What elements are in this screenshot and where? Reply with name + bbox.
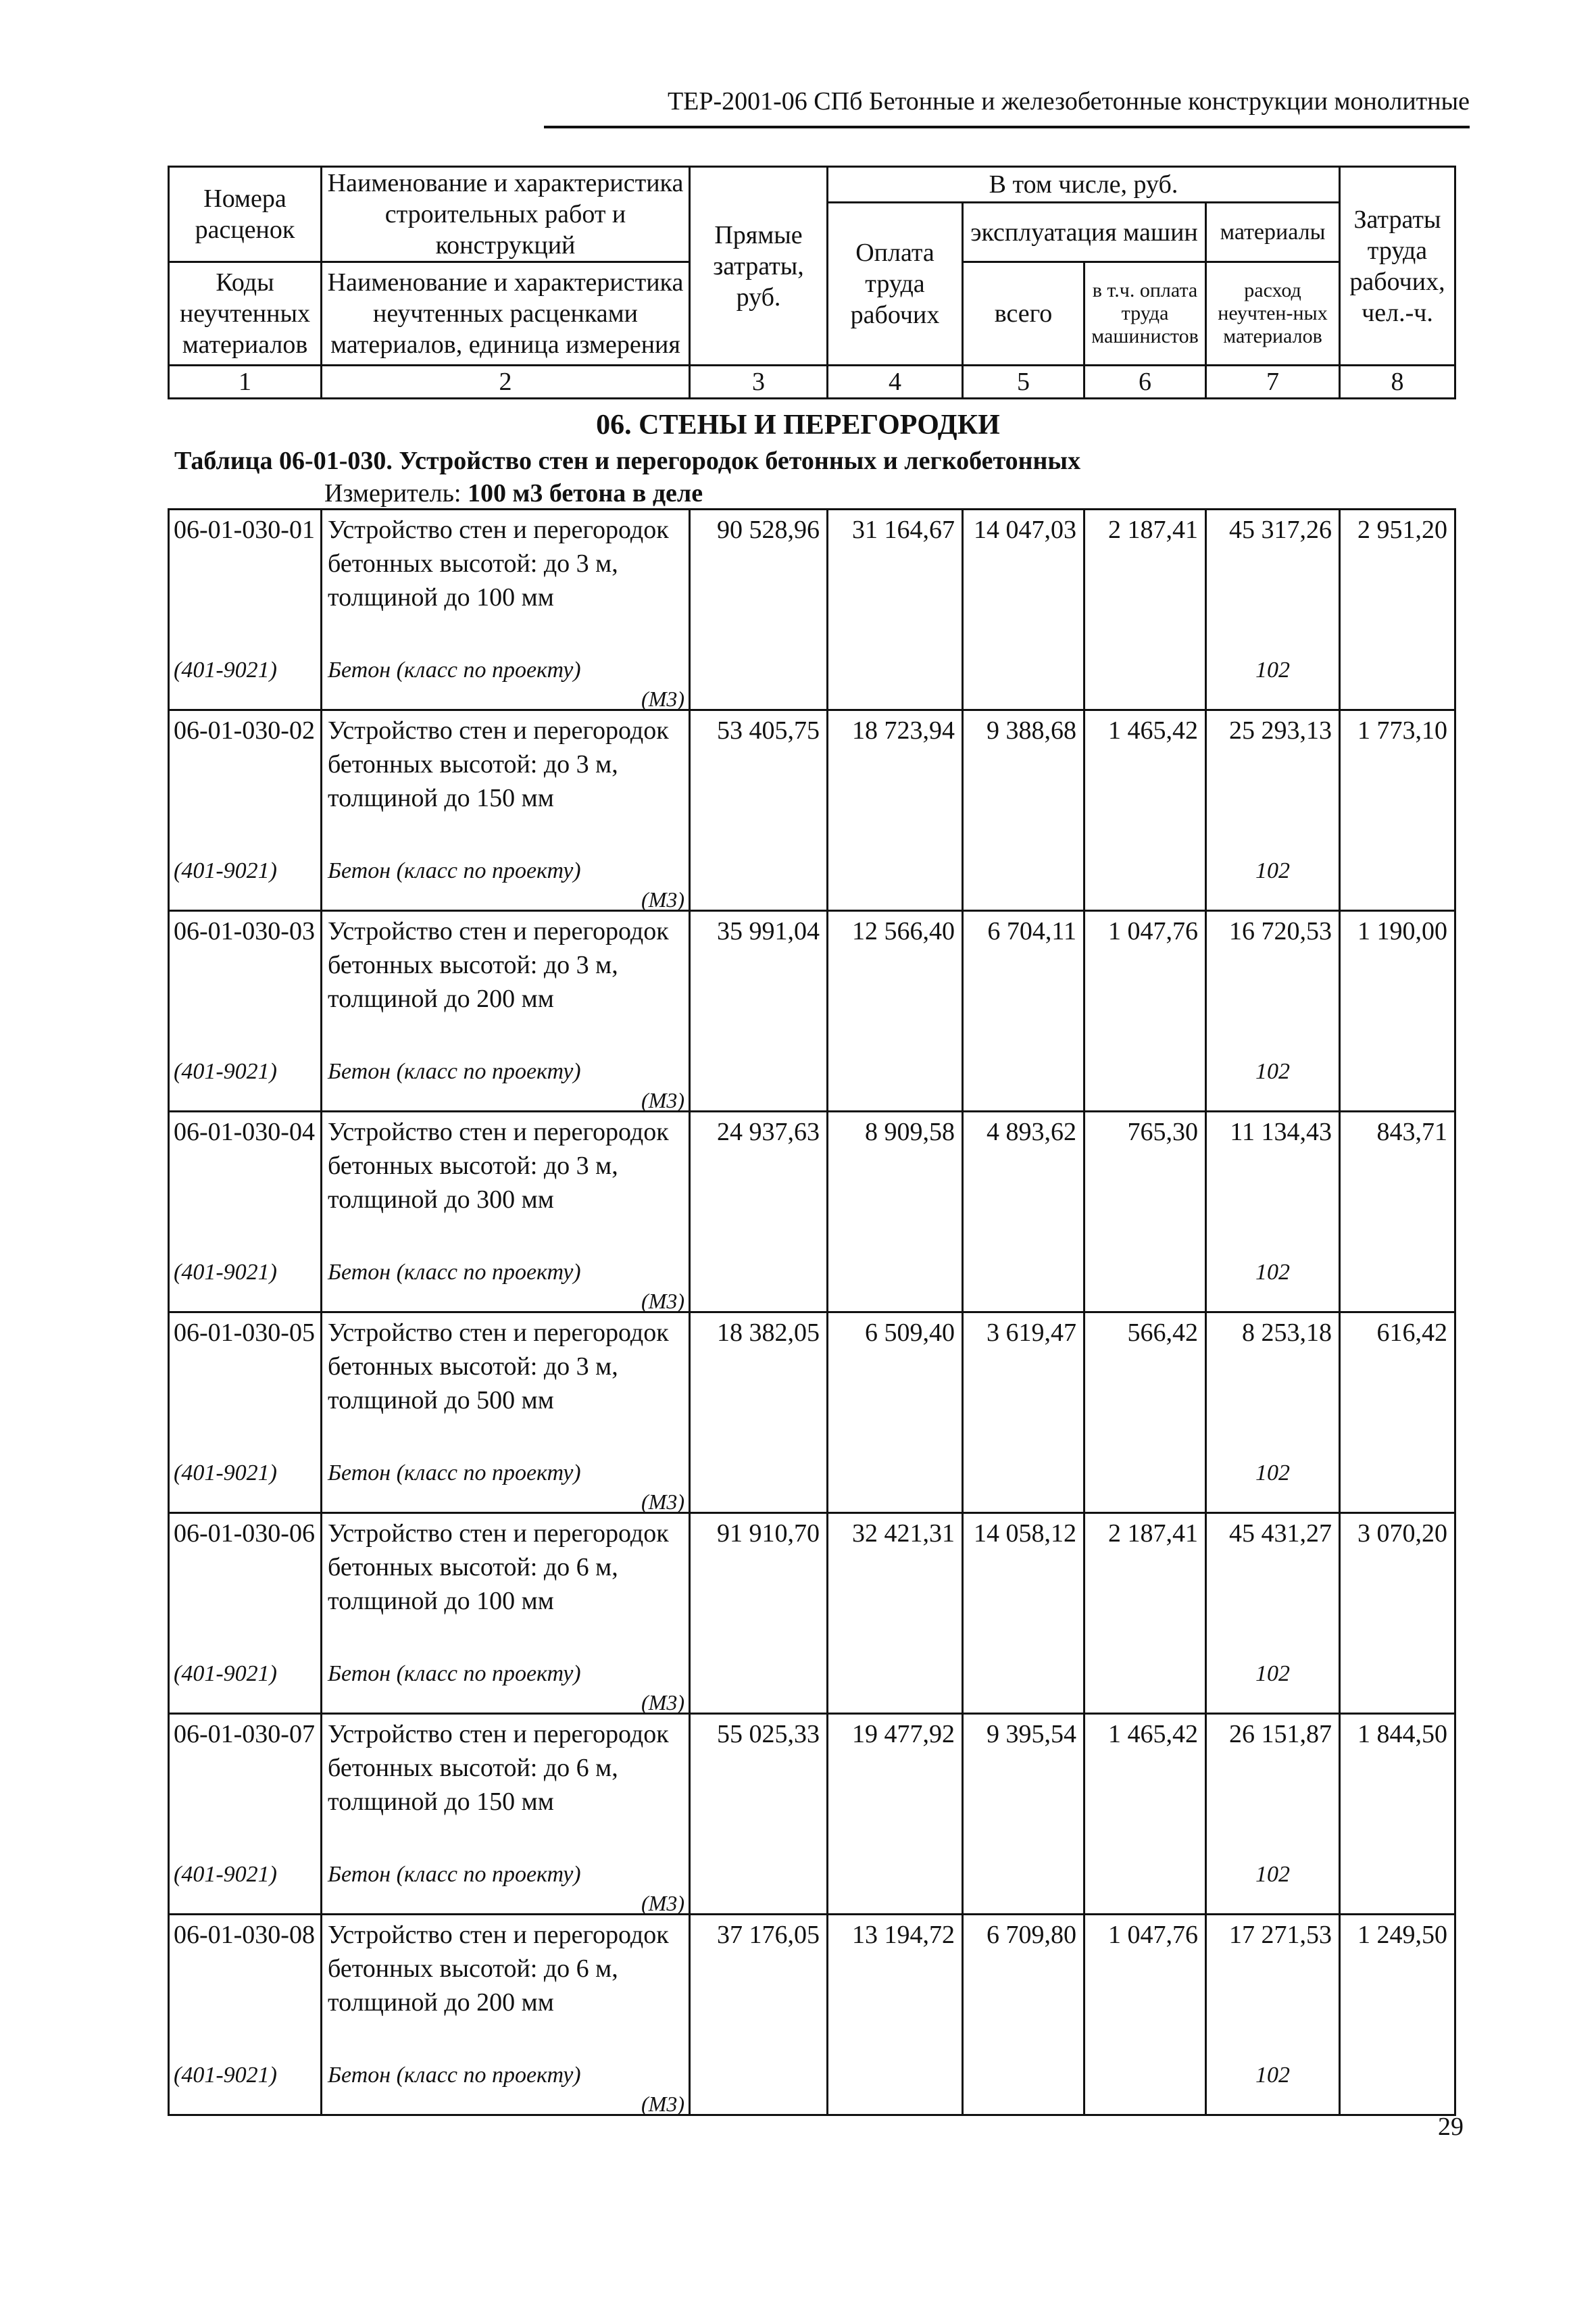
material-quantity: 102	[1255, 1460, 1290, 1485]
machine-cost-total: 6 709,80	[963, 1915, 1084, 2115]
rate-code-cell	[169, 710, 322, 911]
work-description: Устройство стен и перегородок бетонных высотой: до 3 м, толщиной до 300 мм	[328, 1118, 669, 1214]
table-row	[169, 1513, 1455, 1714]
material-quantity: 102	[1255, 1059, 1290, 1084]
col5-header: всего	[963, 262, 1084, 366]
page-number: 29	[1438, 2113, 1464, 2141]
rate-code-cell	[169, 510, 322, 710]
header-rule	[544, 126, 1470, 128]
machine-operator-cost: 2 187,41	[1084, 1513, 1206, 1714]
material-unit: (М3)	[641, 1690, 684, 1715]
work-description: Устройство стен и перегородок бетонных высотой: до 6 м, толщиной до 200 мм	[328, 1921, 669, 2017]
rate-code-cell	[169, 1112, 322, 1312]
col-number: 2	[322, 366, 690, 399]
material-unit: (М3)	[641, 687, 684, 711]
direct-cost: 37 176,05	[690, 1915, 828, 2115]
machine-operator-cost: 765,30	[1084, 1112, 1206, 1312]
rate-code-cell	[169, 1513, 322, 1714]
machine-cost-total: 14 058,12	[963, 1513, 1084, 1714]
machine-cost-total: 14 047,03	[963, 510, 1084, 710]
machine-operator-cost: 2 187,41	[1084, 510, 1206, 710]
rate-code: 06-01-030-05	[174, 1319, 315, 1347]
labor-hours: 2 951,20	[1340, 510, 1455, 710]
materials-cost: 8 253,18	[1242, 1319, 1332, 1347]
description-cell	[322, 510, 690, 710]
materials-cell	[1206, 710, 1340, 911]
materials-cost: 26 151,87	[1229, 1720, 1332, 1748]
col7-header: расход неучтен-ных материалов	[1206, 262, 1340, 366]
description-cell	[322, 1513, 690, 1714]
labor-cost: 19 477,92	[828, 1714, 963, 1915]
machine-cost-total: 3 619,47	[963, 1312, 1084, 1513]
col-number: 7	[1206, 366, 1340, 399]
rate-code: 06-01-030-07	[174, 1720, 315, 1748]
material-unit: (М3)	[641, 1088, 684, 1112]
table-row	[169, 710, 1455, 911]
materials-cell	[1206, 510, 1340, 710]
labor-cost: 13 194,72	[828, 1915, 963, 2115]
direct-cost: 91 910,70	[690, 1513, 828, 1714]
machine-cost-total: 4 893,62	[963, 1112, 1084, 1312]
rate-code-cell	[169, 1915, 322, 2115]
material-unit: (М3)	[641, 2092, 684, 2116]
material-name: Бетон (класс по проекту)	[328, 1260, 581, 1285]
labor-hours: 1 249,50	[1340, 1915, 1455, 2115]
material-unit: (М3)	[641, 1891, 684, 1915]
material-unit: (М3)	[641, 1289, 684, 1313]
description-cell	[322, 1714, 690, 1915]
machine-cost-total: 6 704,11	[963, 911, 1084, 1112]
material-quantity: 102	[1255, 1661, 1290, 1686]
work-description: Устройство стен и перегородок бетонных высотой: до 3 м, толщиной до 150 мм	[328, 716, 669, 812]
materials-cost: 25 293,13	[1229, 716, 1332, 745]
machine-operator-cost: 1 047,76	[1084, 911, 1206, 1112]
machine-cost-total: 9 388,68	[963, 710, 1084, 911]
material-name: Бетон (класс по проекту)	[328, 2063, 581, 2088]
material-name: Бетон (класс по проекту)	[328, 1862, 581, 1887]
direct-cost: 55 025,33	[690, 1714, 828, 1915]
materials-cost: 17 271,53	[1229, 1921, 1332, 1949]
column-header-table	[168, 166, 1456, 399]
measure-value: 100 м3 бетона в деле	[468, 479, 703, 508]
group-header: В том числе, руб.	[828, 167, 1340, 203]
table-row	[169, 1312, 1455, 1513]
material-unit: (М3)	[641, 887, 684, 912]
material-code: (401-9021)	[174, 1059, 277, 1084]
material-name: Бетон (класс по проекту)	[328, 658, 581, 683]
table-row	[169, 510, 1455, 710]
col1-top-header: Номера расценок	[169, 167, 322, 262]
col-number: 4	[828, 366, 963, 399]
work-description: Устройство стен и перегородок бетонных высотой: до 3 м, толщиной до 500 мм	[328, 1319, 669, 1414]
work-description: Устройство стен и перегородок бетонных высотой: до 3 м, толщиной до 100 мм	[328, 516, 669, 612]
rate-code-cell	[169, 1312, 322, 1513]
rate-code: 06-01-030-03	[174, 917, 315, 945]
direct-cost: 18 382,05	[690, 1312, 828, 1513]
description-cell	[322, 911, 690, 1112]
material-unit: (М3)	[641, 1490, 684, 1514]
material-code: (401-9021)	[174, 858, 277, 883]
material-code: (401-9021)	[174, 2063, 277, 2088]
work-description: Устройство стен и перегородок бетонных высотой: до 3 м, толщиной до 200 мм	[328, 917, 669, 1013]
rate-code: 06-01-030-04	[174, 1118, 315, 1146]
table-row	[169, 911, 1455, 1112]
labor-hours: 843,71	[1340, 1112, 1455, 1312]
material-quantity: 102	[1255, 2063, 1290, 2088]
materials-cell	[1206, 1112, 1340, 1312]
materials-cost: 11 134,43	[1230, 1118, 1332, 1146]
material-code: (401-9021)	[174, 1460, 277, 1485]
section-title: 06. СТЕНЫ И ПЕРЕГОРОДКИ	[596, 410, 1000, 441]
direct-cost: 35 991,04	[690, 911, 828, 1112]
col8-header: Затраты труда рабочих, чел.-ч.	[1340, 167, 1455, 366]
labor-hours: 3 070,20	[1340, 1513, 1455, 1714]
col-number: 8	[1340, 366, 1455, 399]
labor-hours: 1 773,10	[1340, 710, 1455, 911]
labor-cost: 12 566,40	[828, 911, 963, 1112]
material-code: (401-9021)	[174, 1260, 277, 1285]
col-number: 1	[169, 366, 322, 399]
table-row	[169, 1714, 1455, 1915]
direct-cost: 24 937,63	[690, 1112, 828, 1312]
labor-hours: 1 844,50	[1340, 1714, 1455, 1915]
material-quantity: 102	[1255, 658, 1290, 683]
material-quantity: 102	[1255, 1862, 1290, 1887]
rate-code: 06-01-030-02	[174, 716, 315, 745]
machine-operator-cost: 566,42	[1084, 1312, 1206, 1513]
machine-cost-total: 9 395,54	[963, 1714, 1084, 1915]
description-cell	[322, 1112, 690, 1312]
col3-header: Прямые затраты, руб.	[690, 167, 828, 366]
table-row	[169, 1915, 1455, 2115]
material-code: (401-9021)	[174, 658, 277, 683]
machine-operator-cost: 1 047,76	[1084, 1915, 1206, 2115]
labor-hours: 616,42	[1340, 1312, 1455, 1513]
col4-header: Оплата труда рабочих	[828, 203, 963, 366]
work-description: Устройство стен и перегородок бетонных высотой: до 6 м, толщиной до 100 мм	[328, 1519, 669, 1615]
rate-code-cell	[169, 1714, 322, 1915]
col-number: 6	[1084, 366, 1206, 399]
material-name: Бетон (класс по проекту)	[328, 1059, 581, 1084]
document-header-title: ТЕР-2001-06 СПб Бетонные и железобетонные конструкции монолитные	[667, 87, 1470, 116]
labor-cost: 6 509,40	[828, 1312, 963, 1513]
description-cell	[322, 710, 690, 911]
materials-cost: 45 431,27	[1229, 1519, 1332, 1548]
materials-cost: 16 720,53	[1229, 917, 1332, 945]
description-cell	[322, 1915, 690, 2115]
table-row	[169, 1112, 1455, 1312]
materials-cell	[1206, 1513, 1340, 1714]
direct-cost: 90 528,96	[690, 510, 828, 710]
work-description: Устройство стен и перегородок бетонных высотой: до 6 м, толщиной до 150 мм	[328, 1720, 669, 1816]
machines-header: эксплуатация машин	[963, 203, 1206, 262]
machine-operator-cost: 1 465,42	[1084, 710, 1206, 911]
col6-header: в т.ч. оплата труда машинистов	[1084, 262, 1206, 366]
measure-line	[324, 478, 703, 508]
machine-operator-cost: 1 465,42	[1084, 1714, 1206, 1915]
materials-header: материалы	[1206, 203, 1340, 262]
labor-cost: 31 164,67	[828, 510, 963, 710]
material-name: Бетон (класс по проекту)	[328, 858, 581, 883]
rate-code: 06-01-030-06	[174, 1519, 315, 1548]
labor-cost: 32 421,31	[828, 1513, 963, 1714]
materials-cell	[1206, 1312, 1340, 1513]
material-quantity: 102	[1255, 1260, 1290, 1285]
rate-code: 06-01-030-08	[174, 1921, 315, 1949]
material-name: Бетон (класс по проекту)	[328, 1661, 581, 1686]
description-cell	[322, 1312, 690, 1513]
col1-bottom-header: Коды неучтенных материалов	[169, 262, 322, 366]
labor-cost: 8 909,58	[828, 1112, 963, 1312]
labor-cost: 18 723,94	[828, 710, 963, 911]
material-code: (401-9021)	[174, 1661, 277, 1686]
measure-label: Измеритель:	[324, 479, 462, 508]
materials-cell	[1206, 1915, 1340, 2115]
materials-cell	[1206, 1714, 1340, 1915]
col-number: 3	[690, 366, 828, 399]
materials-cost: 45 317,26	[1229, 516, 1332, 544]
rate-code-cell	[169, 911, 322, 1112]
col2-bottom-header: Наименование и характеристика неучтенных расценками материалов, единица измерения	[322, 262, 690, 366]
rates-table	[168, 508, 1456, 2116]
materials-cell	[1206, 911, 1340, 1112]
material-quantity: 102	[1255, 858, 1290, 883]
col2-top-header: Наименование и характеристика строительных работ и конструкций	[322, 167, 690, 262]
material-code: (401-9021)	[174, 1862, 277, 1887]
direct-cost: 53 405,75	[690, 710, 828, 911]
table-title: Таблица 06-01-030. Устройство стен и перегородок бетонных и легкобетонных	[174, 447, 1081, 475]
material-name: Бетон (класс по проекту)	[328, 1460, 581, 1485]
rate-code: 06-01-030-01	[174, 516, 315, 544]
labor-hours: 1 190,00	[1340, 911, 1455, 1112]
col-number: 5	[963, 366, 1084, 399]
